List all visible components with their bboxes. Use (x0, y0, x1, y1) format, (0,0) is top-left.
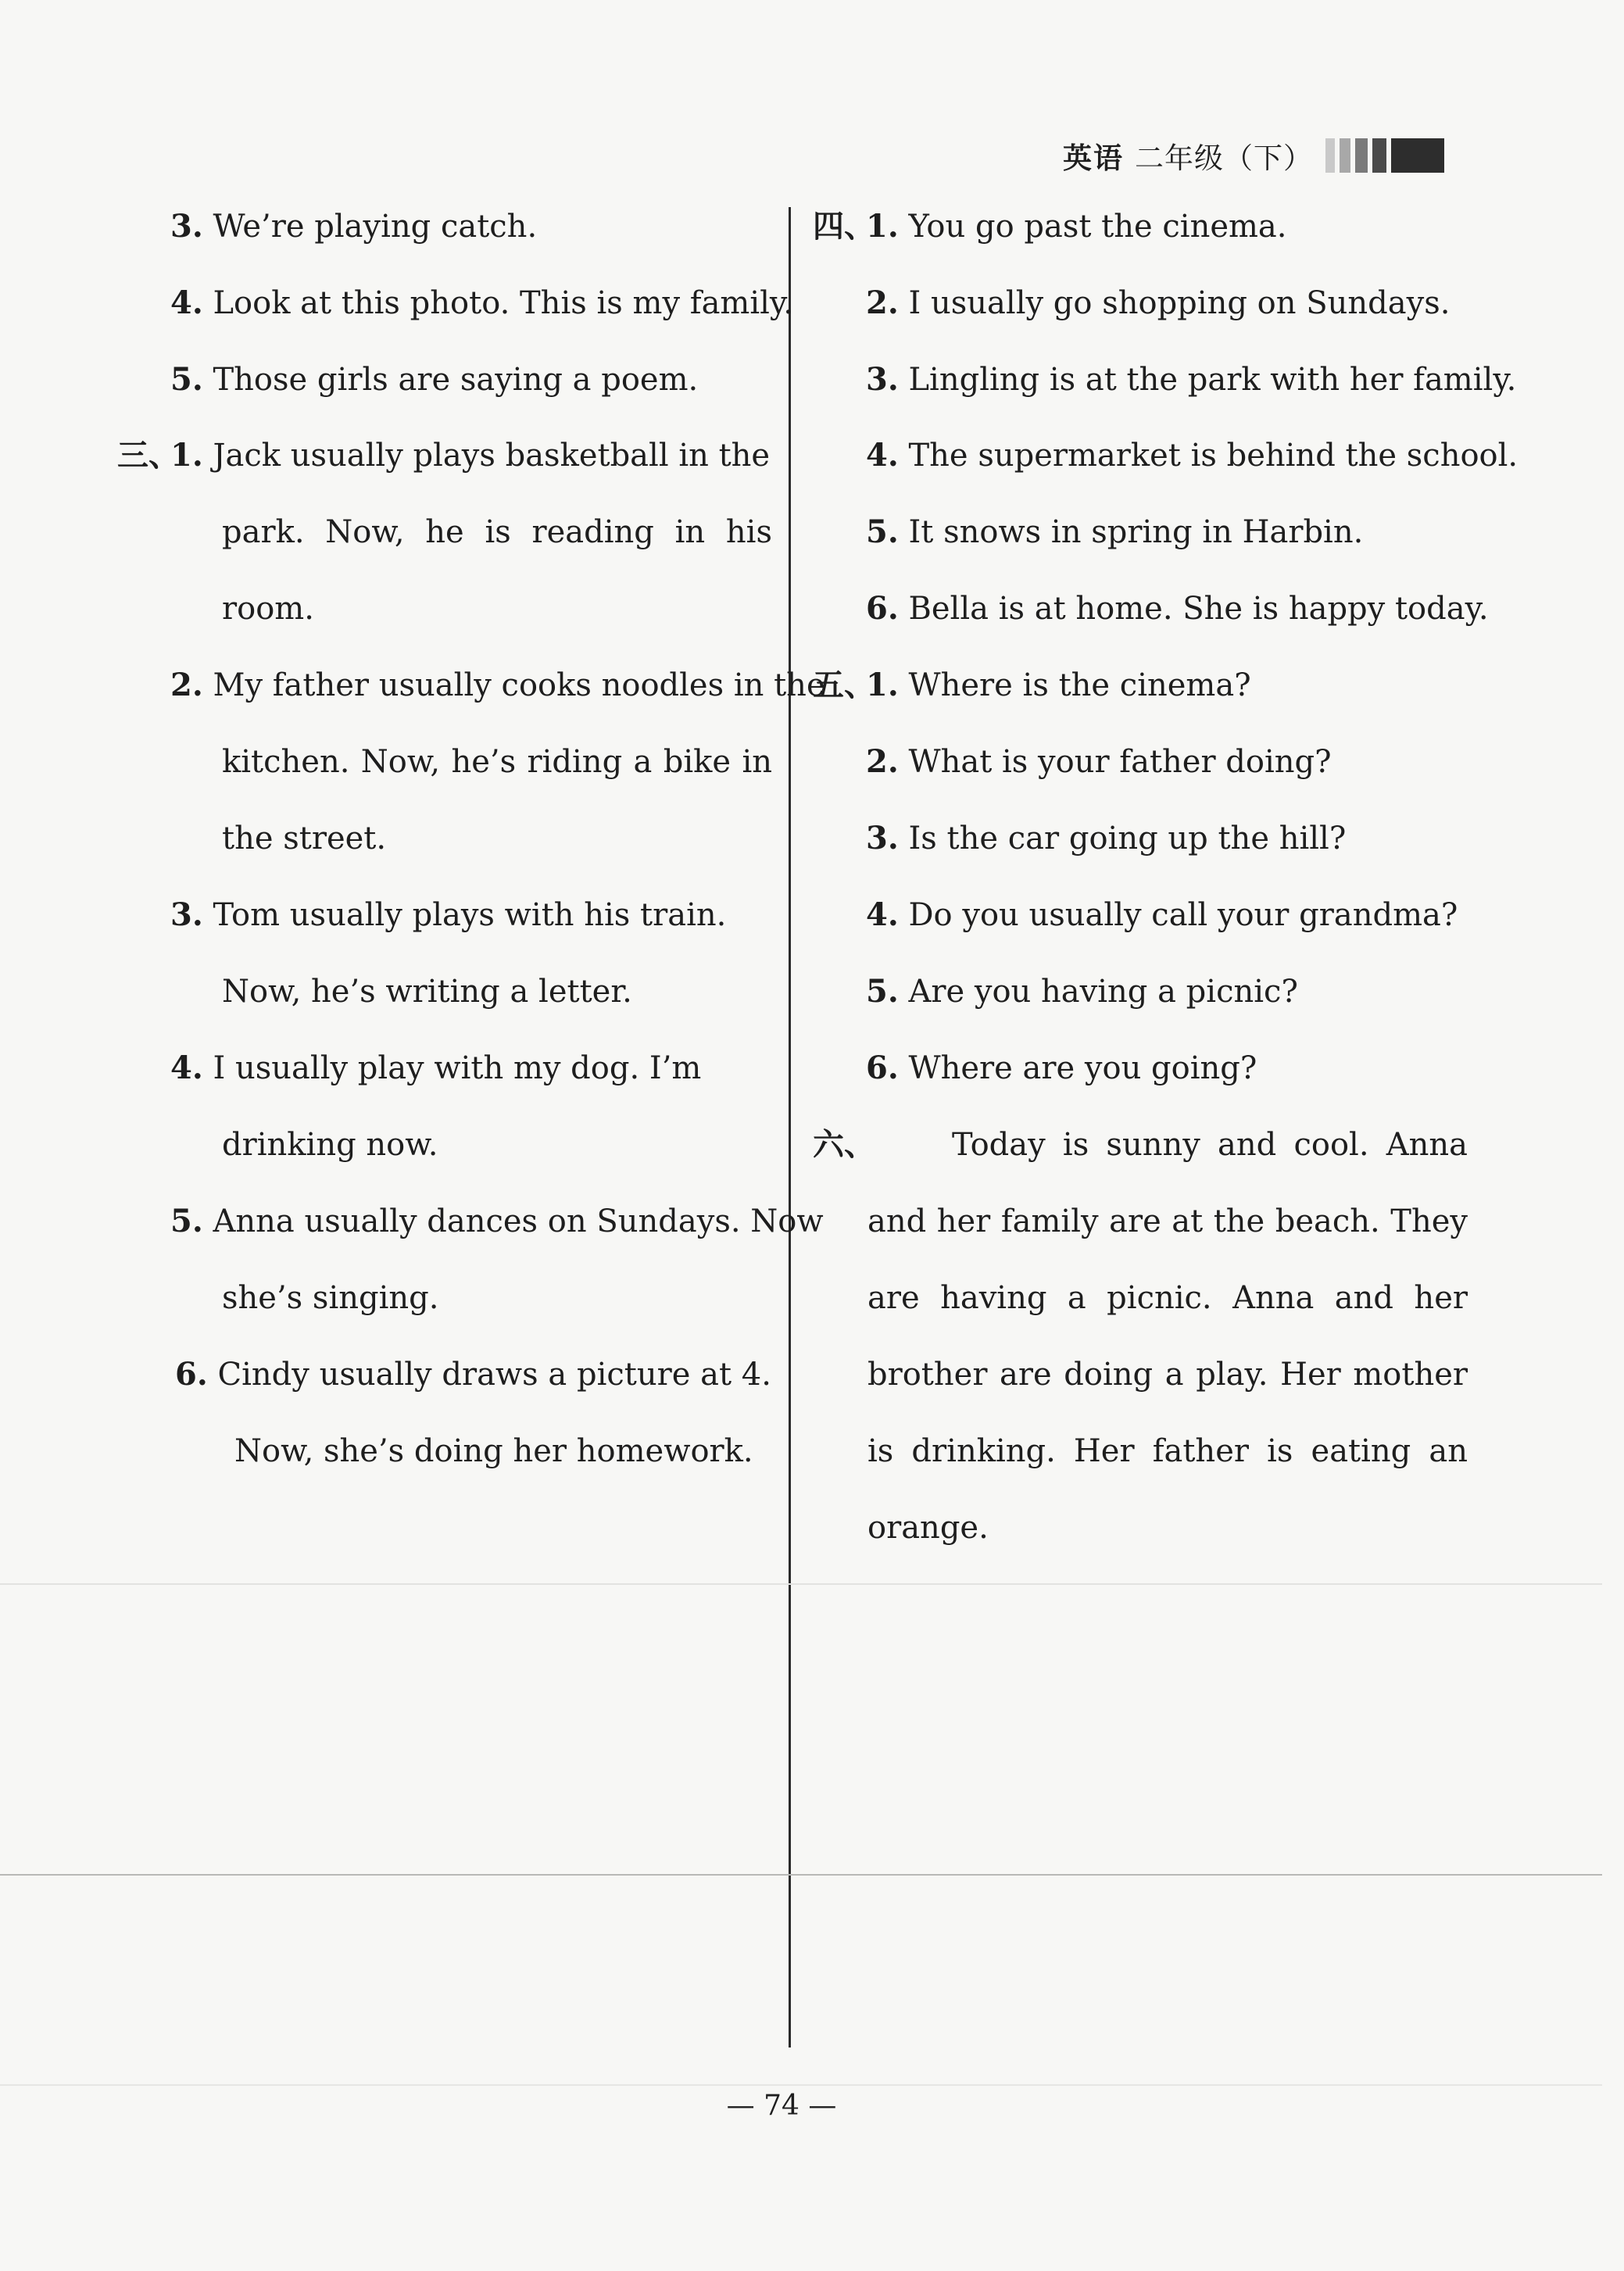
answer-line: 4. I usually play with my dog. I’m (170, 1050, 702, 1086)
answer-line: 5. Anna usually dances on Sundays. Now (170, 1203, 824, 1239)
answer-line: 6. Cindy usually draws a picture at 4. (175, 1356, 771, 1393)
section-rule (0, 1874, 1602, 1876)
paragraph-line: is drinking. Her father is eating an (867, 1433, 1468, 1469)
answer-line: 6. Bella is at home. She is happy today. (866, 590, 1489, 627)
answer-line: drinking now. (222, 1127, 438, 1163)
answer-line: 2. My father usually cooks noodles in the (170, 667, 825, 703)
answer-line: 4. The supermarket is behind the school. (866, 437, 1518, 474)
answer-line: 4. Do you usually call your grandma? (866, 896, 1458, 933)
answer-line: 3. Is the car going up the hill? (866, 820, 1347, 857)
section-heading-4: 四、 (813, 209, 875, 245)
section-heading-3: 三、 (117, 438, 180, 474)
answer-line: 5. It snows in spring in Harbin. (866, 513, 1364, 550)
section-heading-5: 五、 (813, 667, 875, 703)
answer-line: the street. (222, 821, 387, 857)
answer-line: 4. Look at this photo. This is my family. (170, 284, 793, 321)
subject-label: 英语 (1063, 141, 1124, 175)
header-decoration-bars (1325, 138, 1449, 173)
answer-line: 3. Tom usually plays with his train. (170, 896, 727, 933)
page-number: — 74 — (726, 2090, 837, 2122)
answer-line: 1. Jack usually plays basketball in the (170, 437, 771, 474)
answer-line: 5. Are you having a picnic? (866, 973, 1298, 1010)
answer-line: 1. Where is the cinema? (866, 667, 1251, 703)
faint-rule (0, 1583, 1602, 1585)
paragraph-line: are having a picnic. Anna and her (867, 1280, 1468, 1316)
page-header (1063, 131, 1449, 180)
paragraph-line: Today is sunny and cool. Anna (952, 1127, 1468, 1163)
answer-line: park. Now, he is reading in his (222, 514, 772, 550)
answer-line: 2. I usually go shopping on Sundays. (866, 284, 1451, 321)
answer-line: 2. What is your father doing? (866, 743, 1332, 780)
answer-line: 5. Those girls are saying a poem. (170, 361, 699, 398)
answer-line: 6. Where are you going? (866, 1050, 1257, 1086)
answer-line: 3. We’re playing catch. (170, 208, 538, 245)
paragraph-line: and her family are at the beach. They (867, 1203, 1468, 1239)
paragraph-line: orange. (867, 1510, 989, 1546)
answer-line: Now, he’s writing a letter. (222, 974, 632, 1010)
column-divider (789, 207, 791, 2047)
answer-line: 1. You go past the cinema. (866, 208, 1287, 245)
answer-line: 3. Lingling is at the park with her family. (866, 361, 1517, 398)
section-heading-6: 六、 (813, 1127, 875, 1163)
answer-line: kitchen. Now, he’s riding a bike in (222, 744, 772, 780)
paragraph-line: brother are doing a play. Her mother (867, 1357, 1468, 1393)
answer-line: room. (222, 591, 314, 627)
answer-line: Now, she’s doing her homework. (234, 1433, 753, 1469)
answer-line: she’s singing. (222, 1280, 439, 1316)
grade-label: 二年级（下） (1135, 141, 1313, 175)
